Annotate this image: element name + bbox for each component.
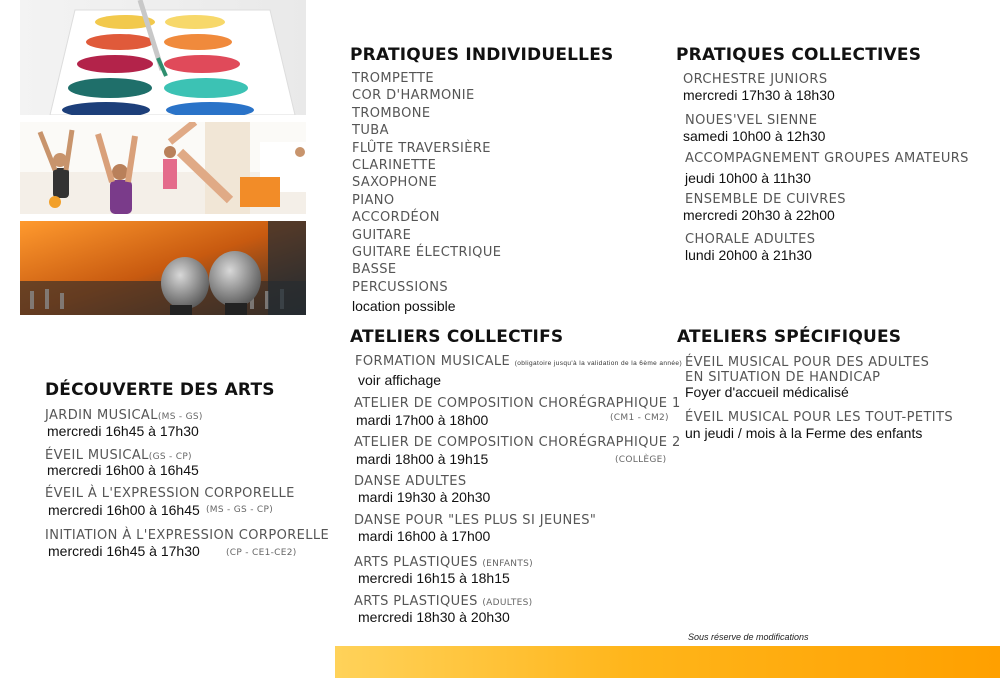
instrument-item: GUITARE [352,227,412,243]
decouverte-schedule: mercredi 16h45 à 17h30 [47,423,199,439]
collective-schedule: lundi 20h00 à 21h30 [685,247,812,263]
atelier-name: ATELIER DE COMPOSITION CHORÉGRAPHIQUE 2 [354,435,681,450]
photo-watercolor-palette [20,0,306,115]
collective-schedule: jeudi 10h00 à 11h30 [685,170,811,186]
decouverte-title: DÉCOUVERTE DES ARTS [45,380,275,400]
decouverte-name: ÉVEIL À L'EXPRESSION CORPORELLE [45,486,295,501]
age-tag: (COLLÈGE) [615,455,667,465]
photo-microphones-mixer [20,221,306,315]
age-tag: (MS - GS) [157,412,203,422]
instrument-item: GUITARE ÉLECTRIQUE [352,244,502,260]
atelier-name-text: ARTS PLASTIQUES [354,594,478,609]
atelier-schedule: mercredi 16h15 à 18h15 [358,570,510,586]
age-tag: (CM1 - CM2) [610,413,669,423]
collective-schedule: samedi 10h00 à 12h30 [683,128,826,144]
instrument-item: PIANO [352,192,395,208]
footer-note: Sous réserve de modifications [688,632,809,642]
atelier-schedule: voir affichage [358,372,442,388]
decouverte-schedule: mercredi 16h00 à 16h45 [47,462,199,478]
decouverte-schedule: mercredi 16h45 à 17h30 [48,543,200,559]
collective-schedule: mercredi 20h30 à 22h00 [683,207,835,223]
atelier-name-text: ARTS PLASTIQUES [354,555,478,570]
collective-name: ORCHESTRE JUNIORS [683,72,828,87]
collective-name: NOUES'VEL SIENNE [685,113,818,128]
decouverte-name [45,448,192,463]
age-tag: (GS - CP) [148,452,192,462]
collectives-title: PRATIQUES COLLECTIVES [676,45,922,65]
atelier-name: DANSE POUR "LES PLUS SI JEUNES" [354,513,597,528]
age-tag: (CP - CE1-CE2) [226,548,297,558]
instrument-item: CLARINETTE [352,157,437,173]
footer-color-band [335,646,1000,678]
atelier-name-text: FORMATION MUSICALE [355,354,511,369]
photo-dance-class [20,122,306,214]
instrument-item: TROMBONE [352,105,431,121]
age-tag: (ADULTES) [482,598,533,608]
instrument-item: BASSE [352,262,397,278]
atelier-schedule: mercredi 18h30 à 20h30 [358,609,510,625]
location-note: location possible [352,298,456,314]
collective-name: ACCOMPAGNEMENT GROUPES AMATEURS [685,151,969,166]
specifique-name: ÉVEIL MUSICAL POUR DES ADULTES [685,355,930,370]
instrument-item: TROMPETTE [352,71,434,86]
atelier-schedule: mardi 19h30 à 20h30 [358,489,491,505]
atelier-name: DANSE ADULTES [354,474,467,489]
atelier-name: ATELIER DE COMPOSITION CHORÉGRAPHIQUE 1 [354,396,681,411]
specifique-name-line2: EN SITUATION DE HANDICAP [685,370,881,385]
instrument-item: ACCORDÉON [352,210,440,226]
atelier-schedule: mardi 16h00 à 17h00 [358,528,491,544]
instrument-item: SAXOPHONE [352,175,438,191]
atelier-detail: (obligatoire jusqu'à la validation de la 6ème année) [514,360,683,367]
atelier-schedule: mardi 18h00 à 19h15 [356,451,489,467]
age-tag: (MS - GS - CP) [206,505,274,515]
atelier-name [354,555,533,570]
collective-name: CHORALE ADULTES [685,232,816,247]
individuelles-title: PRATIQUES INDIVIDUELLES [350,45,614,65]
instrument-item: TUBA [352,123,389,139]
ateliers-collectifs-title: ATELIERS COLLECTIFS [350,327,564,347]
decouverte-schedule: mercredi 16h00 à 16h45 [48,502,200,518]
decouverte-name-text: ÉVEIL MUSICAL [45,448,149,463]
collective-name: ENSEMBLE DE CUIVRES [685,192,846,207]
collective-schedule: mercredi 17h30 à 18h30 [683,87,835,103]
instrument-item: FLÛTE TRAVERSIÈRE [352,140,491,156]
instrument-item: PERCUSSIONS [352,279,448,295]
ateliers-specifiques-title: ATELIERS SPÉCIFIQUES [677,327,902,347]
decouverte-name: INITIATION À L'EXPRESSION CORPORELLE [45,528,330,543]
atelier-name [355,354,682,369]
age-tag: (ENFANTS) [482,559,533,569]
instrument-item: COR D'HARMONIE [352,88,475,104]
instrument-list [352,70,501,296]
atelier-schedule: mardi 17h00 à 18h00 [356,412,489,428]
specifique-schedule: un jeudi / mois à la Ferme des enfants [685,425,923,441]
specifique-schedule: Foyer d'accueil médicalisé [685,384,849,400]
decouverte-name-text: JARDIN MUSICAL [45,408,158,423]
decouverte-name [45,408,203,423]
specifique-name: ÉVEIL MUSICAL POUR LES TOUT-PETITS [685,410,954,425]
atelier-name [354,594,532,609]
